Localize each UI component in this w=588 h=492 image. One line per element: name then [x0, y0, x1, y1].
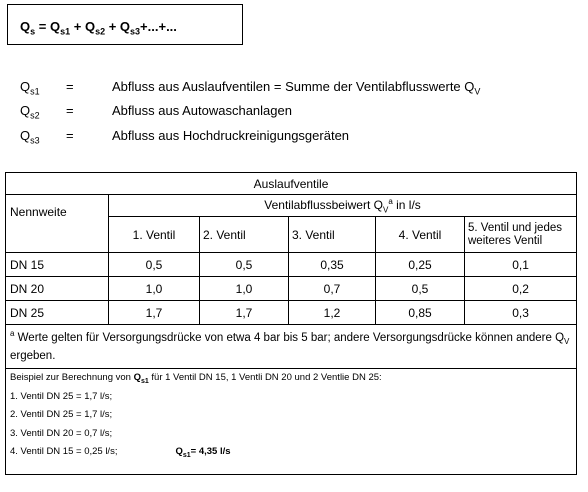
def-symbol-sub: s3 [30, 135, 40, 146]
def-text-qs3: Abfluss aus Hochdruckreinigungsgeräten [112, 128, 350, 143]
example-intro [10, 369, 572, 388]
def-text-sub: V [474, 86, 481, 97]
example-line: 2. Ventil DN 25 = 1,7 l/s; [10, 409, 113, 420]
value-cell: 1,7 [109, 301, 200, 325]
footnote-mark: a [10, 329, 15, 338]
def-equals: = [66, 103, 74, 118]
formula-term1: Q [49, 19, 61, 34]
footnote-text-end: ergeben. [10, 350, 56, 363]
example-intro-end: für 1 Ventil DN 15, 1 Ventli DN 20 und 2 Ventlie DN 25: [148, 372, 382, 383]
value-cell: 1,0 [109, 277, 200, 301]
formula-term2: Q [84, 19, 96, 34]
def-symbol-qs2 [20, 103, 40, 121]
table-row [6, 253, 577, 277]
formula [20, 19, 177, 37]
def-symbol-qs1 [20, 79, 40, 97]
table-row [6, 301, 577, 325]
formula-equals: = [35, 19, 50, 34]
value-cell: 0,5 [109, 253, 200, 277]
dn-cell: DN 15 [6, 253, 109, 277]
def-symbol-letter: Q [20, 79, 31, 94]
value-cell: 0,25 [376, 253, 465, 277]
def-symbol-qs3 [20, 128, 40, 146]
value-cell: 0,7 [289, 277, 376, 301]
formula-q-sub: s [30, 26, 36, 37]
value-cell: 1,0 [200, 277, 289, 301]
example-line: 1. Ventil DN 25 = 1,7 l/s; [10, 390, 113, 402]
column-header: 1. Ventil [109, 217, 200, 253]
value-cell: 0,5 [200, 253, 289, 277]
value-cell: 0,1 [465, 253, 577, 277]
auslaufventile-table [5, 172, 577, 475]
value-cell: 0,5 [376, 277, 465, 301]
formula-term3-sub: s3 [130, 26, 141, 37]
formula-term3: Q [119, 19, 131, 34]
example-cell [6, 369, 577, 475]
example-intro-sub: s1 [140, 377, 149, 385]
header-footnote-mark: a [388, 196, 393, 206]
formula-term2-sub: s2 [95, 26, 106, 37]
dn-cell: DN 20 [6, 277, 109, 301]
formula-plus1: + [70, 19, 85, 34]
ventilabfluss-header [109, 195, 577, 217]
column-header: 5. Ventil und jedes weiteres Ventil [465, 217, 577, 253]
result-value: = 4,35 l/s [190, 446, 231, 457]
def-text-qs2: Abfluss aus Autowaschanlagen [112, 103, 292, 118]
table-row [6, 277, 577, 301]
example-result [175, 443, 230, 465]
example-line: 3. Ventil DN 20 = 0,7 l/s; [10, 427, 113, 439]
def-symbol-sub: s1 [30, 86, 40, 97]
footnote-sub: V [564, 337, 570, 347]
formula-plus2: + [105, 19, 120, 34]
formula-q: Q [20, 19, 31, 34]
formula-box [7, 4, 243, 45]
column-header: 2. Ventil [200, 217, 289, 253]
table-title: Auslaufventile [6, 173, 577, 195]
example-intro-q: Q [133, 372, 141, 383]
footnote [6, 325, 577, 369]
result-sub: s1 [182, 451, 191, 459]
column-header: 4. Ventil [376, 217, 465, 253]
example-intro-text: Beispiel zur Berechnung von [10, 372, 134, 383]
example-line-with-result [10, 443, 572, 462]
value-cell: 1,2 [289, 301, 376, 325]
def-symbol-letter: Q [20, 103, 31, 118]
footnote-text: Werte gelten für Versorgungsdrücke von etwa 4 bar bis 5 bar; andere Versorgungsdrücke können andere Q [14, 331, 565, 344]
result-q: Q [175, 446, 183, 457]
nennweite-header: Nennweite [6, 195, 109, 253]
formula-term1-sub: s1 [60, 26, 71, 37]
dn-cell: DN 25 [6, 301, 109, 325]
def-text-qs1 [112, 79, 480, 97]
example-line-text: 4. Ventil DN 15 = 0,25 l/s; [10, 446, 118, 457]
def-equals: = [66, 79, 74, 94]
def-text: Abfluss aus Auslaufventilen = Summe der Ventilabflusswerte Q [112, 79, 475, 94]
value-cell: 0,85 [376, 301, 465, 325]
value-cell: 0,2 [465, 277, 577, 301]
value-cell: 0,35 [289, 253, 376, 277]
column-header: 3. Ventil [289, 217, 376, 253]
header-sub: V [382, 205, 389, 215]
header-text: Ventilabflussbeiwert Q [264, 197, 383, 212]
header-unit: in l/s [392, 197, 421, 212]
def-equals: = [66, 128, 74, 143]
formula-rest: +...+... [140, 19, 177, 34]
def-symbol-letter: Q [20, 128, 31, 143]
value-cell: 0,3 [465, 301, 577, 325]
value-cell: 1,7 [200, 301, 289, 325]
def-symbol-sub: s2 [30, 110, 40, 121]
